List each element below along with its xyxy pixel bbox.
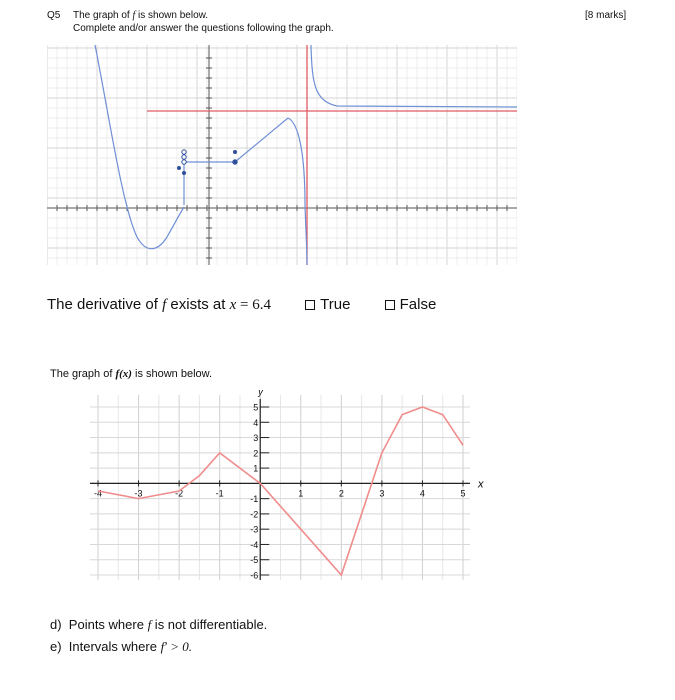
- closed-point: [233, 150, 237, 154]
- y-tick-label: -4: [250, 539, 259, 550]
- graph-2-x-axis-label: x: [478, 478, 484, 491]
- false-checkbox[interactable]: [385, 300, 395, 310]
- x-tick-label: 3: [379, 488, 385, 499]
- g2-caption-prefix: The graph of: [50, 368, 116, 380]
- y-tick-label: 5: [253, 402, 259, 413]
- question-e: [50, 636, 267, 658]
- y-tick-label: 3: [253, 433, 259, 444]
- open-point: [182, 155, 186, 159]
- question-d: [50, 614, 267, 636]
- x-tick-label: -2: [175, 488, 184, 499]
- sub-questions: [50, 614, 267, 658]
- question-intro: [73, 10, 208, 21]
- graph-2: [90, 385, 500, 585]
- x-tick-label: -3: [134, 488, 143, 499]
- question-d-suffix: is not differentiable.: [151, 617, 268, 632]
- tf-equals: = 6.4: [236, 297, 271, 313]
- question-d-var: f: [147, 617, 152, 632]
- marks-label: [8 marks]: [585, 10, 627, 21]
- y-tick-label: -2: [250, 509, 259, 520]
- question-d-prefix: Points where: [68, 617, 148, 632]
- graph-2-grid: [90, 395, 470, 580]
- graph-1: [47, 45, 517, 265]
- y-tick-label: -6: [250, 570, 259, 581]
- y-tick-label: -1: [250, 494, 259, 505]
- x-tick-label: 1: [298, 488, 304, 499]
- x-tick-label: 4: [419, 488, 425, 499]
- y-tick-label: -3: [250, 524, 259, 535]
- tf-prefix: The derivative of: [47, 296, 163, 313]
- graph-2-tick-labels: [94, 403, 466, 581]
- x-tick-label: -1: [215, 488, 224, 499]
- true-option[interactable]: [305, 296, 350, 313]
- closed-point: [177, 166, 181, 170]
- graph-1-grid: [47, 45, 517, 265]
- closed-point: [233, 160, 237, 164]
- intro-var: f: [132, 10, 136, 21]
- true-false-question: [47, 296, 436, 314]
- tf-var: f: [162, 297, 167, 313]
- graph-2-caption: [50, 368, 212, 380]
- y-tick-label: 2: [253, 448, 259, 459]
- y-tick-label: 1: [253, 463, 259, 474]
- y-tick-label: 4: [253, 417, 259, 428]
- question-e-math: f′ > 0.: [160, 639, 193, 654]
- intro-suffix: is shown below.: [135, 10, 209, 21]
- question-d-label: d): [50, 617, 62, 632]
- question-e-label: e): [50, 639, 62, 654]
- false-option[interactable]: [385, 296, 437, 313]
- tf-middle: exists at: [166, 296, 230, 313]
- x-tick-label: 2: [338, 488, 344, 499]
- true-label: True: [320, 296, 351, 313]
- question-number: Q5: [47, 10, 61, 21]
- x-tick-label: 5: [460, 488, 466, 499]
- question-instruction: Complete and/or answer the questions following the graph.: [73, 23, 334, 34]
- open-point: [182, 160, 186, 164]
- graph-2-y-axis-label: y: [258, 387, 263, 397]
- question-e-prefix: Intervals where: [68, 639, 161, 654]
- open-point: [182, 150, 186, 154]
- tf-x-var: x: [229, 297, 237, 313]
- rising-segment: [235, 118, 288, 162]
- g2-caption-fx: f(x): [115, 368, 132, 380]
- true-checkbox[interactable]: [305, 300, 315, 310]
- x-tick-label: -4: [93, 488, 103, 499]
- closed-point: [182, 171, 186, 175]
- y-tick-label: -5: [250, 555, 259, 566]
- false-label: False: [399, 296, 437, 313]
- g2-caption-suffix: is shown below.: [131, 368, 213, 380]
- intro-prefix: The graph of: [73, 10, 133, 21]
